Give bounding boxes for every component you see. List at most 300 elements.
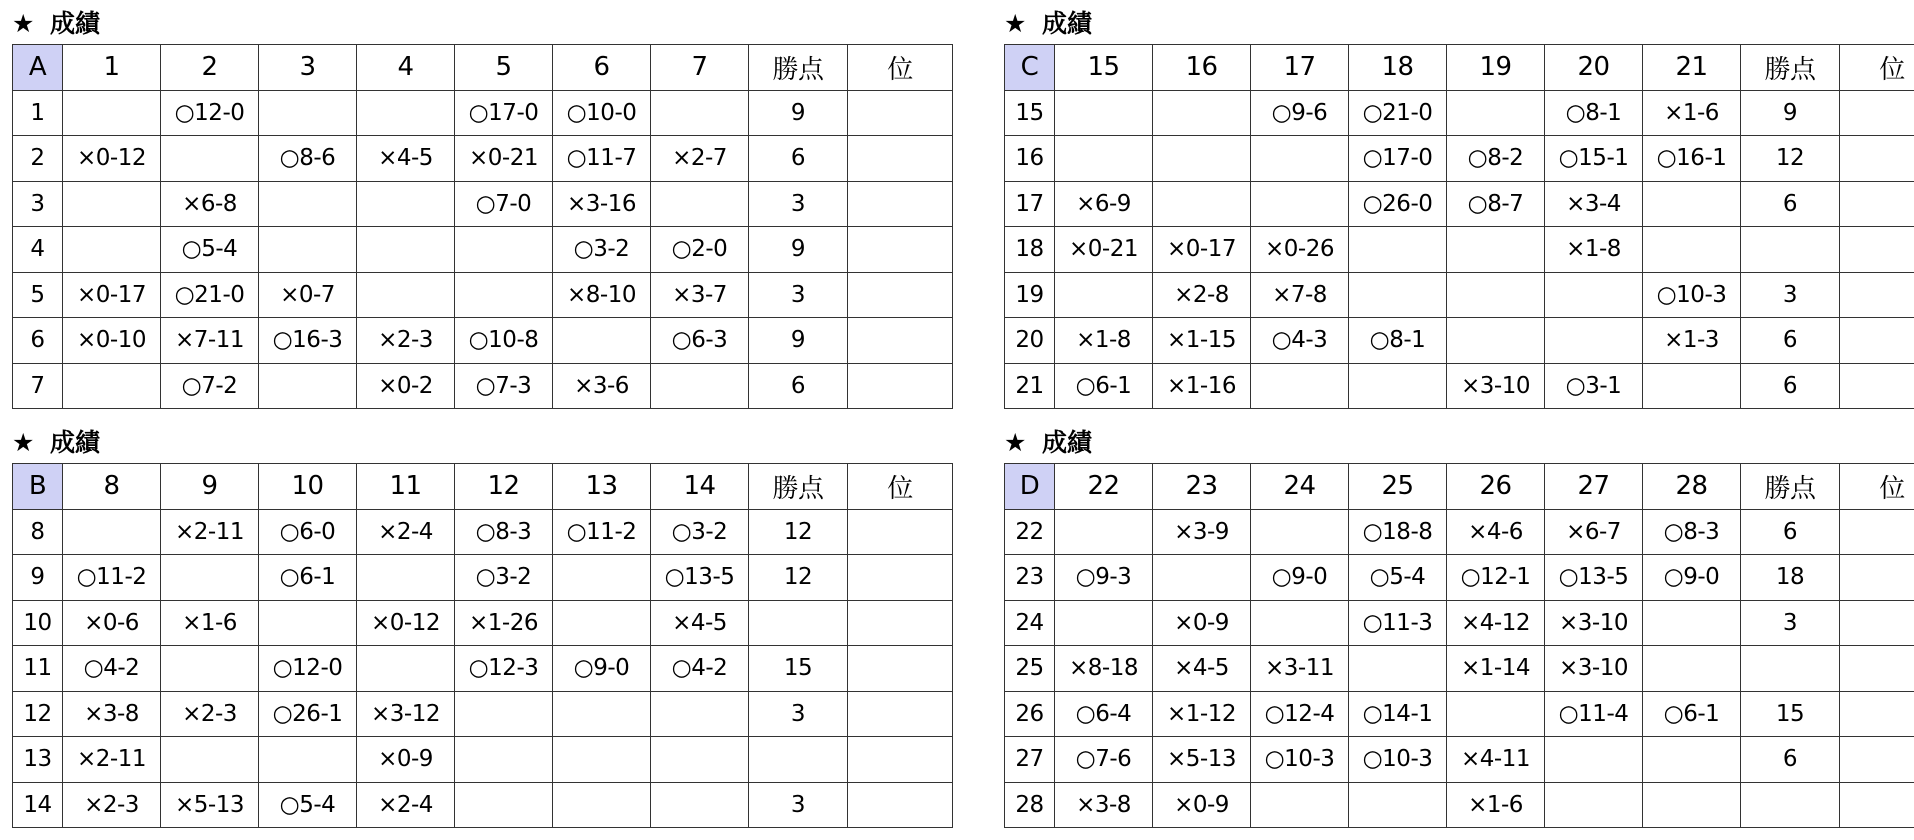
- result-cell: ×4-12: [1447, 600, 1545, 646]
- rank-cell: [848, 318, 953, 364]
- result-cell: ×4-11: [1447, 737, 1545, 783]
- result-cell: [455, 737, 553, 783]
- result-cell: ○9-6: [1251, 90, 1349, 136]
- result-cell: ×7-8: [1251, 272, 1349, 318]
- result-cell: [259, 600, 357, 646]
- result-cell: ×3-11: [1251, 646, 1349, 692]
- row-label: 6: [13, 318, 63, 364]
- result-cell: [1349, 646, 1447, 692]
- result-cell: ○21-0: [1349, 90, 1447, 136]
- col-header: 2: [161, 45, 259, 91]
- result-cell: [1349, 227, 1447, 273]
- table-row: [13, 737, 953, 783]
- result-cell: [553, 737, 651, 783]
- result-cell: ○10-8: [455, 318, 553, 364]
- rank-cell: [1840, 646, 1914, 692]
- result-cell: ○11-3: [1349, 600, 1447, 646]
- result-cell: ○8-2: [1447, 136, 1545, 182]
- result-cell: [553, 555, 651, 601]
- result-cell: ×1-12: [1153, 691, 1251, 737]
- result-cell: ○9-0: [1251, 555, 1349, 601]
- row-label: 21: [1005, 363, 1055, 409]
- rank-cell: [848, 737, 953, 783]
- col-header: 23: [1153, 464, 1251, 510]
- result-cell: ×7-11: [161, 318, 259, 364]
- result-cell: [63, 227, 161, 273]
- col-header: 8: [63, 464, 161, 510]
- result-cell: [161, 555, 259, 601]
- result-cell: [357, 272, 455, 318]
- result-cell: ×0-21: [455, 136, 553, 182]
- result-cell: ○8-1: [1349, 318, 1447, 364]
- row-label: 9: [13, 555, 63, 601]
- result-cell: [1153, 90, 1251, 136]
- result-cell: ×3-8: [63, 691, 161, 737]
- result-cell: ×3-10: [1545, 600, 1643, 646]
- row-label: 5: [13, 272, 63, 318]
- points-cell: 15: [749, 646, 848, 692]
- table-row: [1005, 737, 1914, 783]
- result-cell: [1643, 600, 1741, 646]
- result-cell: ○3-1: [1545, 363, 1643, 409]
- result-cell: [1251, 181, 1349, 227]
- result-cell: ○26-1: [259, 691, 357, 737]
- result-cell: [1447, 90, 1545, 136]
- result-cell: [63, 509, 161, 555]
- points-cell: 3: [749, 782, 848, 828]
- row-label: 12: [13, 691, 63, 737]
- result-cell: [1643, 646, 1741, 692]
- title-text: 成績: [1042, 428, 1093, 457]
- points-header: 勝点: [1741, 464, 1840, 510]
- result-cell: [1349, 782, 1447, 828]
- result-cell: ×3-7: [651, 272, 749, 318]
- rank-cell: [848, 363, 953, 409]
- result-cell: ×5-13: [1153, 737, 1251, 783]
- result-cell: ○11-2: [63, 555, 161, 601]
- result-cell: [1643, 227, 1741, 273]
- col-header: 17: [1251, 45, 1349, 91]
- result-cell: ○11-2: [553, 509, 651, 555]
- result-cell: ○8-6: [259, 136, 357, 182]
- result-cell: ×6-7: [1545, 509, 1643, 555]
- row-label: 10: [13, 600, 63, 646]
- result-cell: ×1-14: [1447, 646, 1545, 692]
- rank-cell: [848, 181, 953, 227]
- rank-cell: [848, 509, 953, 555]
- table-row: [13, 600, 953, 646]
- result-cell: [161, 646, 259, 692]
- result-cell: [1055, 600, 1153, 646]
- col-header: 16: [1153, 45, 1251, 91]
- result-cell: ○11-4: [1545, 691, 1643, 737]
- star-icon: ★: [12, 428, 35, 457]
- group-label: B: [13, 464, 63, 510]
- table-row: [13, 509, 953, 555]
- result-cell: ×0-9: [1153, 600, 1251, 646]
- result-cell: [553, 782, 651, 828]
- result-cell: ○8-1: [1545, 90, 1643, 136]
- table-row: [13, 318, 953, 364]
- points-cell: 12: [1741, 136, 1840, 182]
- points-cell: 3: [749, 272, 848, 318]
- col-header: 7: [651, 45, 749, 91]
- row-label: 18: [1005, 227, 1055, 273]
- col-header: 25: [1349, 464, 1447, 510]
- col-header: 26: [1447, 464, 1545, 510]
- result-cell: [161, 737, 259, 783]
- result-cell: ×8-10: [553, 272, 651, 318]
- table-row: [1005, 272, 1914, 318]
- result-cell: ×3-4: [1545, 181, 1643, 227]
- result-cell: ○6-4: [1055, 691, 1153, 737]
- table-row: [13, 691, 953, 737]
- rank-cell: [1840, 555, 1914, 601]
- row-label: 16: [1005, 136, 1055, 182]
- points-cell: 3: [1741, 272, 1840, 318]
- result-cell: [651, 363, 749, 409]
- col-header: 21: [1643, 45, 1741, 91]
- row-label: 7: [13, 363, 63, 409]
- table-row: [1005, 90, 1914, 136]
- result-cell: ○8-7: [1447, 181, 1545, 227]
- col-header: 12: [455, 464, 553, 510]
- result-cell: [1643, 782, 1741, 828]
- result-cell: ×6-8: [161, 181, 259, 227]
- star-icon: ★: [1004, 428, 1027, 457]
- group-a-block: [12, 4, 953, 409]
- result-cell: [1251, 600, 1349, 646]
- result-cell: [455, 782, 553, 828]
- table-row: [13, 227, 953, 273]
- header-row: [1005, 464, 1914, 510]
- group-a-title: [12, 4, 953, 44]
- table-row: [13, 555, 953, 601]
- result-cell: ×0-17: [63, 272, 161, 318]
- result-cell: [1153, 136, 1251, 182]
- points-cell: [749, 737, 848, 783]
- col-header: 28: [1643, 464, 1741, 510]
- result-cell: ×0-12: [63, 136, 161, 182]
- points-cell: 12: [749, 509, 848, 555]
- row-label: 25: [1005, 646, 1055, 692]
- table-row: [1005, 646, 1914, 692]
- result-cell: [259, 737, 357, 783]
- result-cell: ×6-9: [1055, 181, 1153, 227]
- rank-cell: [848, 555, 953, 601]
- result-cell: ×3-10: [1447, 363, 1545, 409]
- result-cell: [161, 136, 259, 182]
- row-label: 3: [13, 181, 63, 227]
- rank-cell: [848, 691, 953, 737]
- result-cell: ○12-3: [455, 646, 553, 692]
- result-cell: ○4-2: [63, 646, 161, 692]
- row-label: 23: [1005, 555, 1055, 601]
- rank-cell: [848, 600, 953, 646]
- points-header: 勝点: [749, 45, 848, 91]
- rank-cell: [1840, 318, 1914, 364]
- result-cell: ○16-3: [259, 318, 357, 364]
- result-cell: [1251, 509, 1349, 555]
- result-cell: ○8-3: [1643, 509, 1741, 555]
- result-cell: ×4-5: [1153, 646, 1251, 692]
- result-cell: ×2-7: [651, 136, 749, 182]
- points-cell: 3: [1741, 600, 1840, 646]
- rank-cell: [1840, 509, 1914, 555]
- result-cell: [1055, 272, 1153, 318]
- result-cell: ×2-4: [357, 782, 455, 828]
- row-label: 8: [13, 509, 63, 555]
- group-label: C: [1005, 45, 1055, 91]
- col-header: 4: [357, 45, 455, 91]
- result-cell: ×8-18: [1055, 646, 1153, 692]
- rank-cell: [1840, 782, 1914, 828]
- result-cell: ×2-3: [161, 691, 259, 737]
- result-cell: ○12-0: [259, 646, 357, 692]
- result-cell: [1447, 272, 1545, 318]
- col-header: 6: [553, 45, 651, 91]
- result-cell: ○4-3: [1251, 318, 1349, 364]
- result-cell: ○7-6: [1055, 737, 1153, 783]
- result-cell: ×0-6: [63, 600, 161, 646]
- points-cell: 6: [1741, 181, 1840, 227]
- row-label: 22: [1005, 509, 1055, 555]
- result-cell: ×1-6: [1447, 782, 1545, 828]
- result-cell: [1643, 181, 1741, 227]
- result-cell: [651, 691, 749, 737]
- points-cell: [1741, 782, 1840, 828]
- col-header: 19: [1447, 45, 1545, 91]
- col-header: 11: [357, 464, 455, 510]
- rank-cell: [1840, 691, 1914, 737]
- points-cell: [749, 600, 848, 646]
- result-cell: [63, 90, 161, 136]
- rank-header: 位: [1840, 45, 1914, 91]
- points-cell: 9: [1741, 90, 1840, 136]
- table-row: [1005, 318, 1914, 364]
- rank-cell: [848, 646, 953, 692]
- result-cell: [553, 600, 651, 646]
- result-cell: ×0-17: [1153, 227, 1251, 273]
- row-label: 24: [1005, 600, 1055, 646]
- result-cell: [455, 272, 553, 318]
- rank-cell: [848, 227, 953, 273]
- result-cell: ○6-3: [651, 318, 749, 364]
- result-cell: ×0-10: [63, 318, 161, 364]
- result-cell: ○9-0: [1643, 555, 1741, 601]
- points-cell: 3: [749, 691, 848, 737]
- result-cell: ×0-21: [1055, 227, 1153, 273]
- table-row: [13, 646, 953, 692]
- result-cell: ×3-6: [553, 363, 651, 409]
- group-d-block: [1004, 423, 1914, 828]
- row-label: 20: [1005, 318, 1055, 364]
- result-cell: [63, 363, 161, 409]
- rank-cell: [848, 782, 953, 828]
- result-cell: ×3-9: [1153, 509, 1251, 555]
- result-cell: ×3-8: [1055, 782, 1153, 828]
- result-cell: ×3-10: [1545, 646, 1643, 692]
- result-cell: [357, 646, 455, 692]
- title-text: 成績: [50, 9, 101, 38]
- points-cell: 6: [1741, 737, 1840, 783]
- result-cell: ×5-13: [161, 782, 259, 828]
- table-row: [13, 782, 953, 828]
- points-cell: 9: [749, 318, 848, 364]
- result-cell: [1153, 181, 1251, 227]
- result-cell: ○7-3: [455, 363, 553, 409]
- col-header: 20: [1545, 45, 1643, 91]
- points-header: 勝点: [749, 464, 848, 510]
- result-cell: [357, 181, 455, 227]
- points-cell: 6: [749, 136, 848, 182]
- result-cell: ×1-16: [1153, 363, 1251, 409]
- result-cell: [1251, 782, 1349, 828]
- result-cell: ○3-2: [553, 227, 651, 273]
- result-cell: ○6-1: [1055, 363, 1153, 409]
- result-cell: [651, 782, 749, 828]
- result-cell: ○6-1: [1643, 691, 1741, 737]
- col-header: 9: [161, 464, 259, 510]
- result-cell: [1447, 227, 1545, 273]
- rank-cell: [1840, 272, 1914, 318]
- result-cell: ○14-1: [1349, 691, 1447, 737]
- rank-header: 位: [848, 464, 953, 510]
- result-cell: ×2-3: [63, 782, 161, 828]
- result-cell: ×2-11: [63, 737, 161, 783]
- table-row: [13, 90, 953, 136]
- result-cell: [1251, 136, 1349, 182]
- result-cell: ×4-5: [651, 600, 749, 646]
- table-row: [1005, 691, 1914, 737]
- col-header: 22: [1055, 464, 1153, 510]
- points-cell: 15: [1741, 691, 1840, 737]
- star-icon: ★: [12, 9, 35, 38]
- table-row: [1005, 227, 1914, 273]
- points-cell: [1741, 646, 1840, 692]
- col-header: 10: [259, 464, 357, 510]
- col-header: 27: [1545, 464, 1643, 510]
- row-label: 26: [1005, 691, 1055, 737]
- result-cell: ×1-8: [1055, 318, 1153, 364]
- table-row: [1005, 363, 1914, 409]
- result-cell: [1545, 782, 1643, 828]
- table-row: [1005, 509, 1914, 555]
- result-cell: ×4-6: [1447, 509, 1545, 555]
- group-b-block: [12, 423, 953, 828]
- rank-cell: [1840, 600, 1914, 646]
- result-cell: ○3-2: [455, 555, 553, 601]
- result-cell: ×1-8: [1545, 227, 1643, 273]
- result-cell: ○17-0: [1349, 136, 1447, 182]
- result-cell: ○9-3: [1055, 555, 1153, 601]
- result-cell: ×0-2: [357, 363, 455, 409]
- result-cell: ○4-2: [651, 646, 749, 692]
- title-text: 成績: [1042, 9, 1093, 38]
- row-label: 15: [1005, 90, 1055, 136]
- col-header: 3: [259, 45, 357, 91]
- points-header: 勝点: [1741, 45, 1840, 91]
- group-d-title: [1004, 423, 1914, 463]
- col-header: 18: [1349, 45, 1447, 91]
- result-cell: ○12-0: [161, 90, 259, 136]
- points-cell: 12: [749, 555, 848, 601]
- table-row: [1005, 782, 1914, 828]
- points-cell: [1741, 227, 1840, 273]
- result-cell: ×1-15: [1153, 318, 1251, 364]
- result-cell: ×0-26: [1251, 227, 1349, 273]
- result-cell: ○6-0: [259, 509, 357, 555]
- result-cell: [357, 227, 455, 273]
- result-cell: [1055, 509, 1153, 555]
- group-c-title: [1004, 4, 1914, 44]
- result-cell: [553, 318, 651, 364]
- result-cell: ○9-0: [553, 646, 651, 692]
- row-label: 4: [13, 227, 63, 273]
- points-cell: 9: [749, 227, 848, 273]
- header-row: [13, 464, 953, 510]
- result-cell: [1055, 136, 1153, 182]
- rank-cell: [1840, 363, 1914, 409]
- result-cell: ×0-12: [357, 600, 455, 646]
- points-cell: 6: [1741, 363, 1840, 409]
- points-cell: 6: [749, 363, 848, 409]
- result-cell: ×0-9: [1153, 782, 1251, 828]
- result-cell: [1643, 363, 1741, 409]
- result-cell: [357, 90, 455, 136]
- result-cell: ×2-8: [1153, 272, 1251, 318]
- result-cell: ×0-9: [357, 737, 455, 783]
- result-cell: ○10-3: [1349, 737, 1447, 783]
- result-cell: [651, 737, 749, 783]
- points-cell: 9: [749, 90, 848, 136]
- table-row: [1005, 181, 1914, 227]
- table-row: [13, 272, 953, 318]
- points-cell: 3: [749, 181, 848, 227]
- result-cell: ○7-2: [161, 363, 259, 409]
- rank-cell: [848, 272, 953, 318]
- group-c-table: [1004, 44, 1914, 409]
- row-label: 1: [13, 90, 63, 136]
- result-cell: ○10-3: [1643, 272, 1741, 318]
- rank-header: 位: [848, 45, 953, 91]
- rank-cell: [848, 90, 953, 136]
- result-cell: ○5-4: [1349, 555, 1447, 601]
- row-label: 27: [1005, 737, 1055, 783]
- result-cell: ×1-6: [161, 600, 259, 646]
- result-cell: ×1-6: [1643, 90, 1741, 136]
- result-cell: ×2-4: [357, 509, 455, 555]
- result-cell: [1545, 272, 1643, 318]
- result-cell: ○13-5: [651, 555, 749, 601]
- result-cell: ○13-5: [1545, 555, 1643, 601]
- result-cell: ×2-3: [357, 318, 455, 364]
- group-b-title: [12, 423, 953, 463]
- result-cell: ×3-16: [553, 181, 651, 227]
- result-cell: [63, 181, 161, 227]
- group-a-table: [12, 44, 953, 409]
- group-d-table: [1004, 463, 1914, 828]
- row-label: 11: [13, 646, 63, 692]
- table-row: [13, 363, 953, 409]
- result-cell: ○5-4: [259, 782, 357, 828]
- result-cell: [553, 691, 651, 737]
- result-cell: [1447, 691, 1545, 737]
- result-cell: [1153, 555, 1251, 601]
- result-cell: ○21-0: [161, 272, 259, 318]
- table-row: [1005, 555, 1914, 601]
- rank-cell: [1840, 181, 1914, 227]
